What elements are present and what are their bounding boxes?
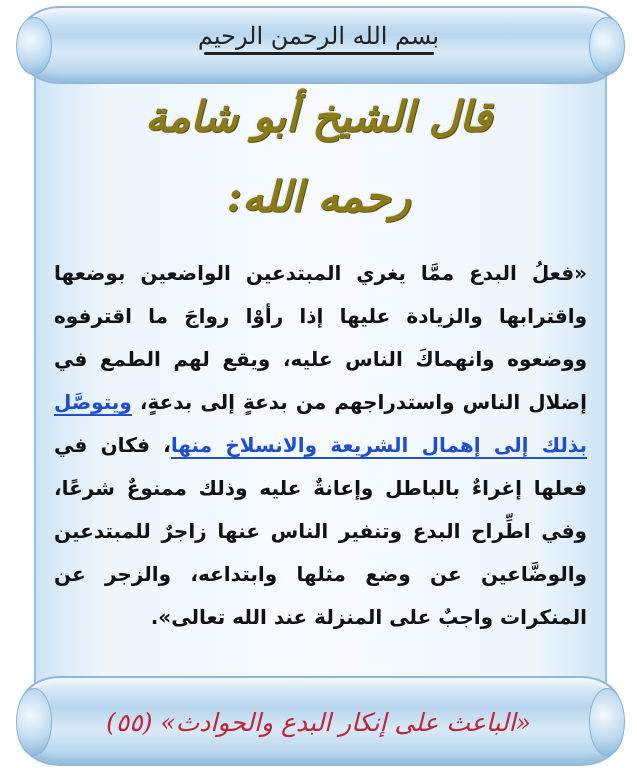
- quote-text: [54, 252, 587, 639]
- quote-after: ، فكان في فعلها إغراءٌ بالباطل وإعانةٌ عليه وذلك ممنوعٌ شرعًا، وفي اطِّراح البدع وتنفير الناس عنها زاجرٌ للمبتدعين والوضَّاعين عن وضع مثلها وابتداعه، والزجر عن المنكرات واجبٌ على المنزلة عند الله تعالى».: [54, 433, 587, 629]
- basmala-text: بسم الله الرحمن الرحيم: [197, 22, 440, 50]
- source-citation: «الباعث على إنكار البدع والحوادث» (٥٥): [106, 708, 531, 737]
- title-line-1: قال الشيخ أبو شامة: [144, 92, 493, 141]
- quote-before: «فعلُ البدع ممَّا يغري المبتدعين الواضعين بوضعها واقترابها والزيادة عليها إذا رأوْا رواجَ ما اقترفوه ووضعوه وانهماكَ الناس عليه، ويقع لهم الطمع في إضلال الناس واستدراجهم من بدعةٍ إلى بدعةٍ،: [54, 261, 587, 414]
- title-line-2: رحمه الله:: [226, 172, 411, 221]
- basmala-underline: [204, 52, 434, 55]
- quote-highlight: ويتوصَّل بذلك إلى إهمال الشريعة والانسلاخ منها: [54, 390, 587, 457]
- basmala-calligraphy: [0, 22, 637, 55]
